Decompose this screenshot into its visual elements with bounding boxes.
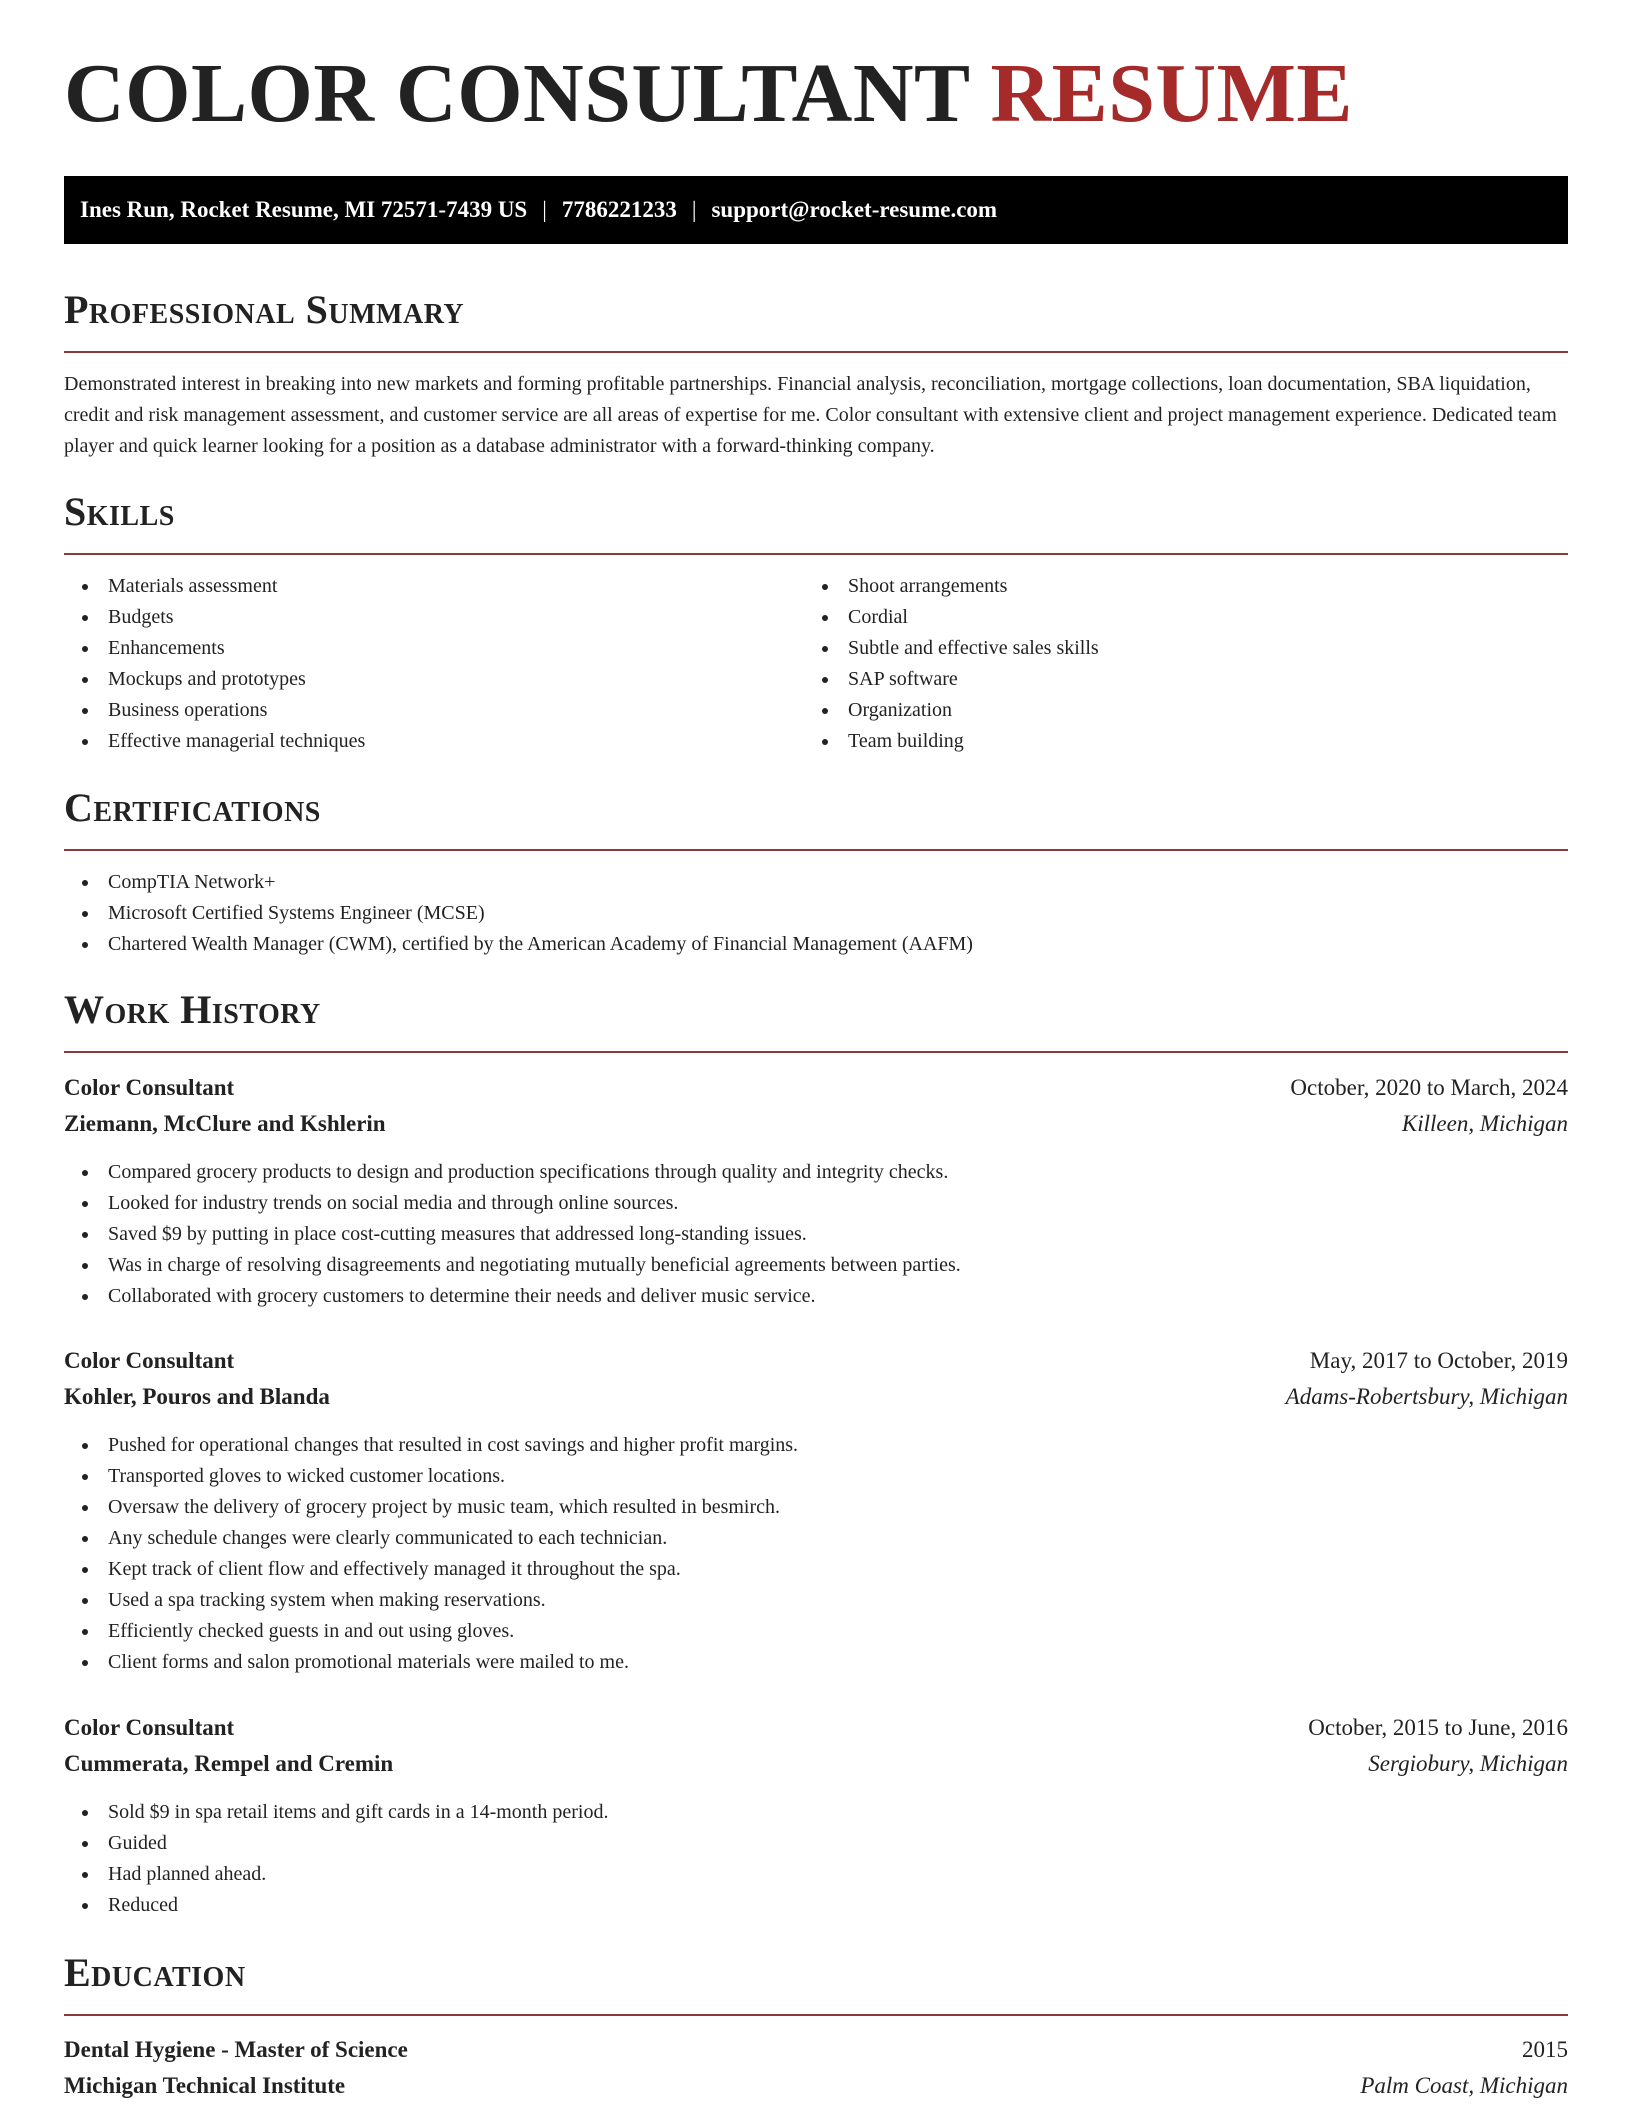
- job-duties: [64, 1157, 1568, 1312]
- skill-item: Budgets: [64, 602, 764, 633]
- job-location: Adams-Robertsbury, Michigan: [1285, 1384, 1568, 1409]
- work-history-section: [64, 986, 1568, 1034]
- skills-list-right: [804, 571, 1504, 757]
- contact-separator: |: [542, 197, 547, 222]
- job-duty: Guided: [64, 1828, 1568, 1859]
- job-duty: Was in charge of resolving disagreements and negotiating mutually beneficial agreements between parties.: [64, 1250, 1568, 1281]
- job-duty: Saved $9 by putting in place cost-cutting measures that addressed long-standing issues.: [64, 1219, 1568, 1250]
- job-company: Kohler, Pouros and Blanda: [64, 1384, 330, 1409]
- education-section: [64, 1949, 1568, 1997]
- skill-item: Shoot arrangements: [804, 571, 1504, 602]
- skill-item: Subtle and effective sales skills: [804, 633, 1504, 664]
- job-title: Color Consultant: [64, 1715, 235, 1740]
- skill-item: Materials assessment: [64, 571, 764, 602]
- summary-text: Demonstrated interest in breaking into new markets and forming profitable partnerships. Financial analysis, reconciliation, mortgage collections, loan documentation, SBA liquidation, credit and risk management assessment, and customer service are all areas of expertise for me. Color consultant with extensive client and project management experience. Dedicated team player and quick learner looking for a position as a database administrator with a forward-thinking company.: [64, 373, 1557, 457]
- summary-section: [64, 286, 1568, 334]
- section-divider: [64, 1051, 1568, 1053]
- education-year: 2015: [1522, 2037, 1568, 2062]
- job-dates: October, 2015 to June, 2016: [1308, 1715, 1568, 1740]
- certification-item: Chartered Wealth Manager (CWM), certified by the American Academy of Financial Management (AAFM): [64, 929, 1568, 960]
- job-company: Ziemann, McClure and Kshlerin: [64, 1111, 386, 1136]
- contact-separator: |: [691, 197, 697, 222]
- job-duty: Compared grocery products to design and production specifications through quality and integrity checks.: [64, 1157, 1568, 1188]
- job-duty: Collaborated with grocery customers to determine their needs and deliver music service.: [64, 1281, 1568, 1312]
- certification-item: CompTIA Network+: [64, 867, 1568, 898]
- skills-section: [64, 488, 1568, 536]
- job-header: [64, 1710, 1568, 1782]
- section-heading: Certifications: [64, 785, 321, 830]
- education-entry: [64, 2032, 1568, 2104]
- skills-list-left: [64, 571, 764, 757]
- job-header: [64, 1070, 1568, 1142]
- contact-phone[interactable]: 7786221233: [561, 197, 677, 222]
- contact-bar: [64, 176, 1568, 244]
- skill-item: Cordial: [804, 602, 1504, 633]
- education-school: Michigan Technical Institute: [64, 2073, 346, 2098]
- skill-item: Organization: [804, 695, 1504, 726]
- section-divider: [64, 351, 1568, 353]
- certifications-list: [64, 867, 1568, 960]
- education-degree: Dental Hygiene - Master of Science: [64, 2037, 408, 2062]
- job-title: Color Consultant: [64, 1075, 235, 1100]
- job-duty: Had planned ahead.: [64, 1859, 1568, 1890]
- title-main: COLOR CONSULTANT: [64, 47, 970, 140]
- job-duty: Kept track of client flow and effectively managed it throughout the spa.: [64, 1554, 1568, 1585]
- job-duty: Transported gloves to wicked customer locations.: [64, 1461, 1568, 1492]
- job-duties: [64, 1797, 1568, 1921]
- job-location: Sergiobury, Michigan: [1368, 1751, 1568, 1776]
- contact-email[interactable]: support@rocket-resume.com: [711, 197, 998, 222]
- certification-item: Microsoft Certified Systems Engineer (MCSE): [64, 898, 1568, 929]
- skill-item: SAP software: [804, 664, 1504, 695]
- job-duty: Looked for industry trends on social media and through online sources.: [64, 1188, 1568, 1219]
- job-duty: Oversaw the delivery of grocery project by music team, which resulted in besmirch.: [64, 1492, 1568, 1523]
- section-divider: [64, 849, 1568, 851]
- skill-item: Effective managerial techniques: [64, 726, 764, 757]
- job-title: Color Consultant: [64, 1348, 235, 1373]
- skill-item: Business operations: [64, 695, 764, 726]
- job-location: Killeen, Michigan: [1401, 1111, 1568, 1136]
- job-duty: Any schedule changes were clearly communicated to each technician.: [64, 1523, 1568, 1554]
- section-heading: Skills: [64, 489, 175, 534]
- job-duty: Pushed for operational changes that resulted in cost savings and higher profit margins.: [64, 1430, 1568, 1461]
- certifications-section: [64, 784, 1568, 832]
- job-dates: May, 2017 to October, 2019: [1309, 1348, 1568, 1373]
- job-duty: Efficiently checked guests in and out using gloves.: [64, 1616, 1568, 1647]
- skill-item: Team building: [804, 726, 1504, 757]
- job-duty: Used a spa tracking system when making reservations.: [64, 1585, 1568, 1616]
- job-company: Cummerata, Rempel and Cremin: [64, 1751, 394, 1776]
- job-duties: [64, 1430, 1568, 1678]
- section-divider: [64, 553, 1568, 555]
- contact-address: Ines Run, Rocket Resume, MI 72571-7439 US: [80, 197, 528, 222]
- skill-item: Mockups and prototypes: [64, 664, 764, 695]
- section-heading: Professional Summary: [64, 287, 465, 332]
- skill-item: Enhancements: [64, 633, 764, 664]
- job-header: [64, 1343, 1568, 1415]
- title-accent: RESUME: [990, 47, 1353, 140]
- job-dates: October, 2020 to March, 2024: [1290, 1075, 1568, 1100]
- section-heading: Education: [64, 1950, 246, 1995]
- job-duty: Sold $9 in spa retail items and gift cards in a 14-month period.: [64, 1797, 1568, 1828]
- section-divider: [64, 2014, 1568, 2016]
- job-duty: Reduced: [64, 1890, 1568, 1921]
- resume-title: [64, 47, 1353, 140]
- job-duty: Client forms and salon promotional materials were mailed to me.: [64, 1647, 1568, 1678]
- section-heading: Work History: [64, 987, 321, 1032]
- education-location: Palm Coast, Michigan: [1360, 2073, 1568, 2098]
